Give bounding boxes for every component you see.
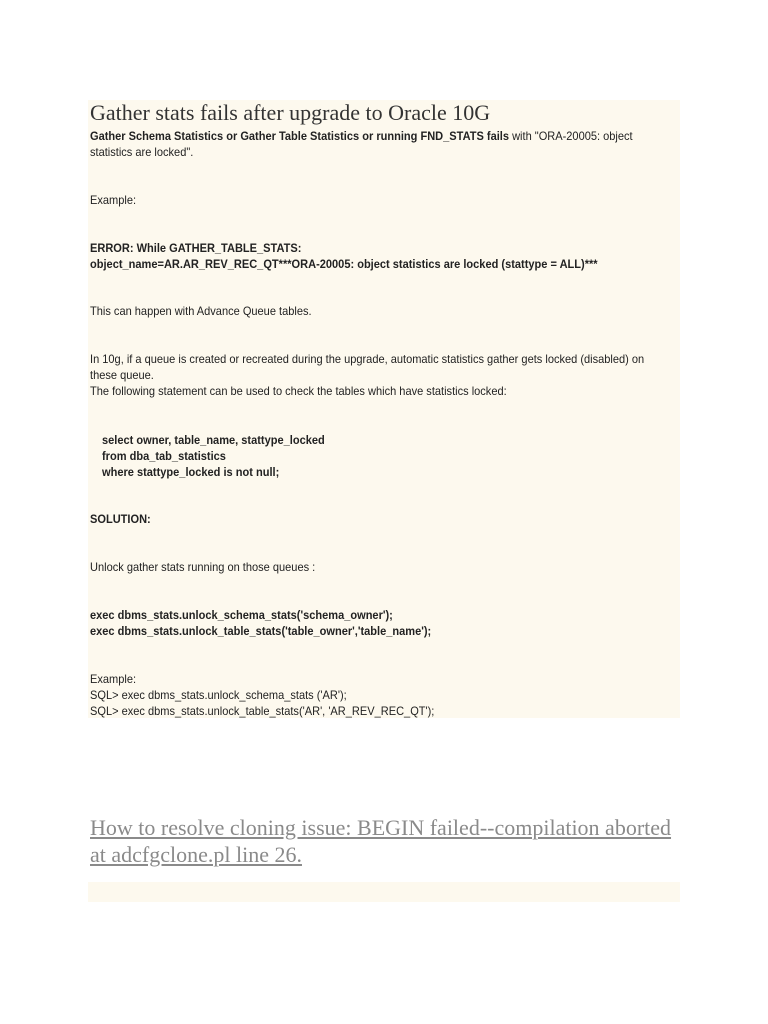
error-line-1: ERROR: While GATHER_TABLE_STATS:: [90, 241, 302, 255]
explain-line-1: In 10g, if a queue is created or recreated during the upgrade, automatic statistics gather gets locked (disabled) on: [90, 352, 645, 366]
intro-rest-text: with "ORA-20005: object: [509, 129, 633, 143]
example-sql-line: SQL> exec dbms_stats.unlock_table_stats('AR', 'AR_REV_REC_QT');: [90, 704, 435, 718]
example-label-2: Example:: [90, 672, 137, 686]
sql-line: select owner, table_name, stattype_locked: [102, 433, 325, 447]
error-line-2: object_name=AR.AR_REV_REC_QT***ORA-20005: object statistics are locked (stattype = ALL)***: [90, 257, 598, 271]
unlock-text: Unlock gather stats running on those queues :: [90, 560, 316, 574]
next-post-title-link[interactable]: How to resolve cloning issue: BEGIN failed--compilation aborted at adcfgclone.pl line 26.: [90, 815, 672, 867]
intro-bold-text: Gather Schema Statistics or Gather Table Statistics or running FND_STATS fails: [90, 129, 510, 143]
example-sql-line: SQL> exec dbms_stats.unlock_schema_stats ('AR');: [90, 688, 347, 702]
sql-line: where stattype_locked is not null;: [102, 465, 280, 479]
advance-queue-text: This can happen with Advance Queue tables.: [90, 304, 312, 318]
solution-label: SOLUTION:: [90, 512, 151, 526]
exec-line: exec dbms_stats.unlock_schema_stats('schema_owner');: [90, 608, 393, 622]
next-post-body: [88, 882, 680, 902]
post-title: Gather stats fails after upgrade to Oracle 10G: [90, 100, 491, 125]
intro-line: [90, 128, 633, 144]
exec-line: exec dbms_stats.unlock_table_stats('table_owner','table_name');: [90, 624, 432, 638]
explain-line-2: these queue.: [90, 368, 154, 382]
example-label: Example:: [90, 193, 137, 207]
intro-line-2: statistics are locked".: [90, 145, 194, 159]
explain-line-3: The following statement can be used to check the tables which have statistics locked:: [90, 384, 507, 398]
sql-line: from dba_tab_statistics: [102, 449, 226, 463]
